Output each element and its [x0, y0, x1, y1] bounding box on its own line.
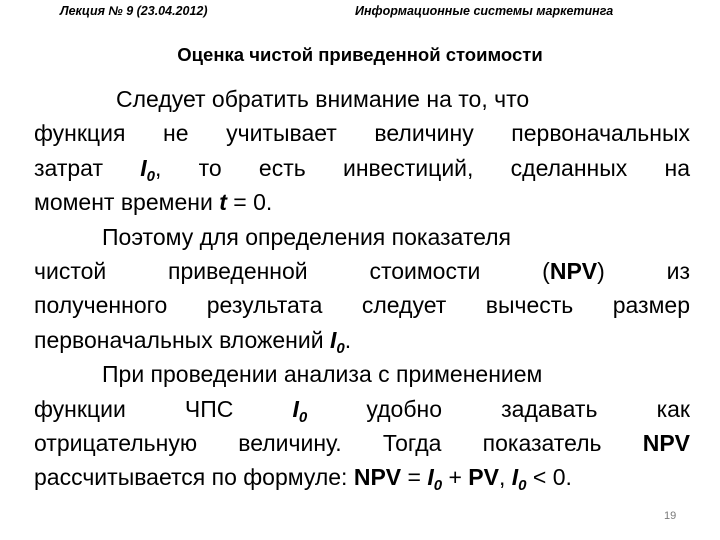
p3-line-2 — [34, 392, 690, 426]
p2-text-2a: чистой приведенной стоимости ( — [34, 257, 550, 284]
p2-line-3 — [34, 288, 690, 322]
p2-text-4b: . — [344, 326, 352, 353]
p1-line-3 — [34, 151, 690, 185]
p1-text-4a: момент времени — [34, 189, 213, 216]
p1-text-4b: = 0. — [233, 189, 273, 216]
var-i0: $I_0$ — [140, 154, 155, 185]
p2-text-4a: первоначальных вложений — [34, 326, 324, 353]
p3-line-3 — [34, 426, 690, 460]
p3-text-2a: функции ЧПС — [34, 395, 234, 422]
p3-text-1: При проведении анализа с применением — [102, 361, 543, 388]
p1-text-3b: , то есть инвестиций, сделанных на — [154, 154, 690, 181]
p2-line-4 — [34, 323, 690, 357]
p1-line-2 — [34, 116, 690, 150]
formula-intro: рассчитывается по формуле: — [34, 464, 348, 491]
var-i0: $I_0$ — [329, 326, 345, 357]
var-npv: NPV — [642, 429, 690, 456]
p2-line-1 — [34, 220, 690, 254]
p2-line-2 — [34, 254, 690, 288]
p3-text-2b: удобно задавать как — [366, 395, 690, 422]
var-i0: $I_0$ — [427, 464, 443, 495]
lecture-header: Лекция № 9 (23.04.2012) — [60, 4, 208, 18]
var-npv: NPV — [549, 257, 598, 284]
var-pv: PV — [468, 464, 499, 491]
page-number: 19 — [664, 510, 677, 522]
var-npv: NPV — [353, 464, 402, 491]
p1-text-1: Следует обратить внимание на то, что — [116, 86, 530, 112]
var-t: t — [219, 189, 227, 216]
p3-line-1 — [34, 357, 690, 391]
p3-text-3a: отрицательную величину. Тогда показатель — [34, 429, 602, 456]
p2-text-1: Поэтому для определения показателя — [102, 223, 512, 250]
p1-line-1 — [34, 82, 690, 116]
var-i0: $I_0$ — [292, 395, 308, 426]
p1-text-2: функция не учитывает величину первоначальных — [34, 120, 690, 147]
p2-text-3: полученного результата следует вычесть размер — [34, 292, 690, 319]
slide-title: Оценка чистой приведенной стоимости — [177, 44, 543, 65]
course-header: Информационные системы маркетинга — [355, 4, 614, 18]
comma: , — [498, 464, 506, 491]
less-than-zero: < 0. — [532, 464, 572, 491]
slide-body — [34, 82, 690, 495]
equals-sign: = — [407, 464, 421, 491]
p3-formula-line — [34, 460, 690, 494]
p2-text-2b: ) из — [597, 257, 690, 284]
p1-line-4 — [34, 185, 690, 219]
var-i0: $I_0$ — [511, 464, 527, 495]
plus-sign: + — [448, 464, 462, 491]
p1-text-3a: затрат — [34, 154, 103, 181]
